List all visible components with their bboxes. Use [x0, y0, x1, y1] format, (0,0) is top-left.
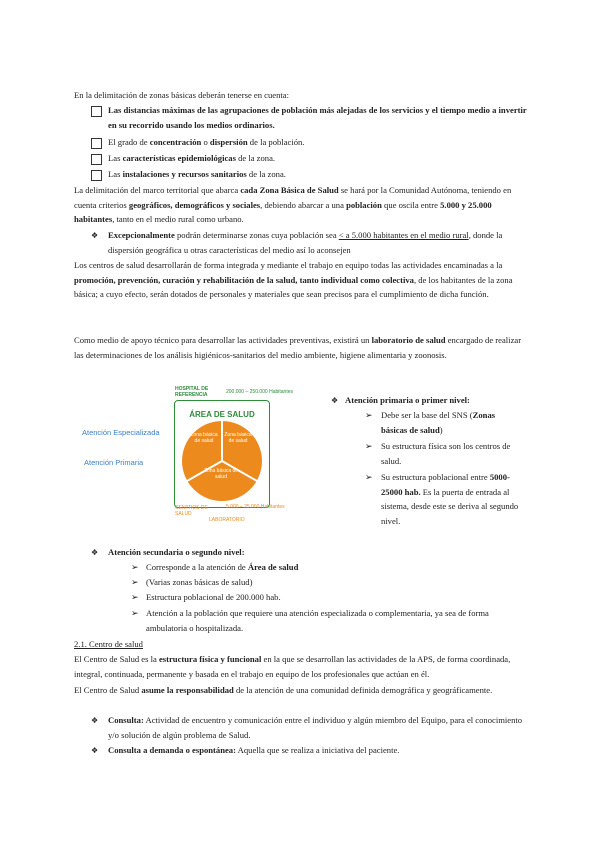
arrow-bullet-icon: ➢: [131, 593, 139, 603]
centro-salud-definition: El Centro de Salud es la estructura física y funcional en la que se desarrollan las actividades de la APS, de forma coordinada, integral, continuada, permanente y basada en el trabajo en equipo de los profesionales que actúan en él.: [74, 654, 511, 679]
arrow-bullet-icon: ➢: [131, 578, 139, 588]
primary-item-2: Su estructura física son los centros de salud.: [381, 441, 511, 466]
arrow-bullet-icon: ➢: [365, 411, 373, 421]
arrow-bullet-icon: ➢: [131, 609, 139, 619]
diamond-bullet-icon: ❖: [91, 716, 99, 725]
checkbox-2[interactable]: [91, 138, 102, 149]
secondary-item-3: Estructura poblacional de 200.000 hab.: [146, 592, 281, 602]
checkbox-3[interactable]: [91, 154, 102, 165]
section-heading: 2.1. Centro de salud: [74, 639, 143, 649]
checklist-item-1: Las distancias máximas de las agrupaciones de población más alejadas de los servicios y el tiempo medio a invertir en su recorrido usando los medios ordinarios.: [108, 105, 527, 130]
secondary-item-1: Corresponde a la atención de Área de salud: [146, 562, 299, 572]
secondary-item-4: Atención a la población que requiere una atención especializada o complementaria, ya sea de forma ambulatoria o hospitalizada.: [146, 608, 489, 633]
arrow-bullet-icon: ➢: [365, 473, 373, 483]
secondary-title: Atención secundaria o segundo nivel:: [108, 547, 245, 557]
arrow-bullet-icon: ➢: [365, 442, 373, 452]
exception-text: Excepcionalmente podrán determinarse zonas cuya población sea < a 5.000 habitantes en el medio rural, donde la dispersión geográfica u otras características del medio así lo aconsejen: [108, 230, 503, 255]
zone-label-1: Zona básica de salud: [190, 432, 218, 444]
consulta-definition: Consulta: Actividad de encuentro y comunicación entre el individuo y algún miembro del Equipo, para el conocimiento y/o solución de algún problema de Salud.: [108, 715, 523, 740]
left-label-primaria: Atención Primaria: [84, 458, 144, 467]
diamond-bullet-icon: ❖: [91, 231, 99, 240]
left-label-especializada: Atención Especializada: [82, 428, 160, 437]
zone-label-3: Zona básica de salud: [203, 468, 239, 480]
checklist-item-2: El grado de concentración o dispersión de la población.: [108, 137, 305, 147]
primary-title: Atención primaria o primer nivel:: [345, 395, 470, 405]
diamond-bullet-icon: ❖: [91, 746, 99, 755]
diamond-bullet-icon: ❖: [91, 548, 99, 557]
primary-item-1: Debe ser la base del SNS (Zonas básicas de salud): [381, 410, 496, 435]
paragraph-zona-basica: La delimitación del marco territorial que abarca cada Zona Básica de Salud se hará por la Comunidad Autónoma, teniendo en cuenta criterios geográficos, demográficos y sociales, debiendo abarcar a una población que oscila entre 5.000 y 25.000 habitantes, tanto en el medio rural como urbano.: [74, 185, 512, 225]
hospital-label: HOSPITAL DE REFERENCIA: [175, 386, 209, 398]
secondary-item-2: (Varias zonas básicas de salud): [146, 577, 253, 587]
arrow-bullet-icon: ➢: [131, 563, 139, 573]
paragraph-centros-salud: Los centros de salud desarrollarán de forma integrada y mediante el trabajo en equipo todas las actividades encaminadas a la promoción, prevención, curación y rehabilitación de la salud, tanto individual como colectiva, de los habitantes de la zona básica; a cuyo efecto, serán dotados de personales y materiales que sean precisos para el cumplimiento de dicha función.: [74, 260, 513, 300]
area-title: ÁREA DE SALUD: [189, 410, 255, 419]
population-bottom-label: 5.000 – 25.000 Habitantes: [226, 504, 285, 510]
paragraph-laboratorio: Como medio de apoyo técnico para desarrollar las actividades preventivas, existirá un laboratorio de salud encargado de realizar las determinaciones de los análisis higiénicos-sanitarios del medio ambiente, higiene alimentaria y zoonosis.: [74, 335, 522, 360]
checklist-item-4: Las instalaciones y recursos sanitarios de la zona.: [108, 169, 286, 179]
zone-label-2: Zona básica de salud: [224, 432, 252, 444]
centros-label: CENTROS DE SALUD: [175, 505, 208, 517]
laboratorio-label: LABORATORIO: [209, 517, 245, 523]
primary-item-3: Su estructura poblacional entre 5000-25000 hab. Es la puerta de entrada al sistema, desde este se deriva al segundo nivel.: [381, 472, 519, 526]
checklist-item-3: Las características epidemiológicas de la zona.: [108, 153, 276, 163]
diamond-bullet-icon: ❖: [331, 396, 339, 405]
consulta-demanda-definition: Consulta a demanda o espontánea: Aquella que se realiza a iniciativa del paciente.: [108, 745, 400, 755]
intro-text: En la delimitación de zonas básicas deberán tenerse en cuenta:: [74, 90, 289, 100]
population-top-label: 200.000 – 250.000 Habitantes: [226, 389, 293, 395]
checkbox-4[interactable]: [91, 170, 102, 181]
checkbox-1[interactable]: [91, 106, 102, 117]
centro-salud-responsibility: El Centro de Salud asume la responsabilidad de la atención de una comunidad definida demográfica y geográficamente.: [74, 685, 493, 695]
